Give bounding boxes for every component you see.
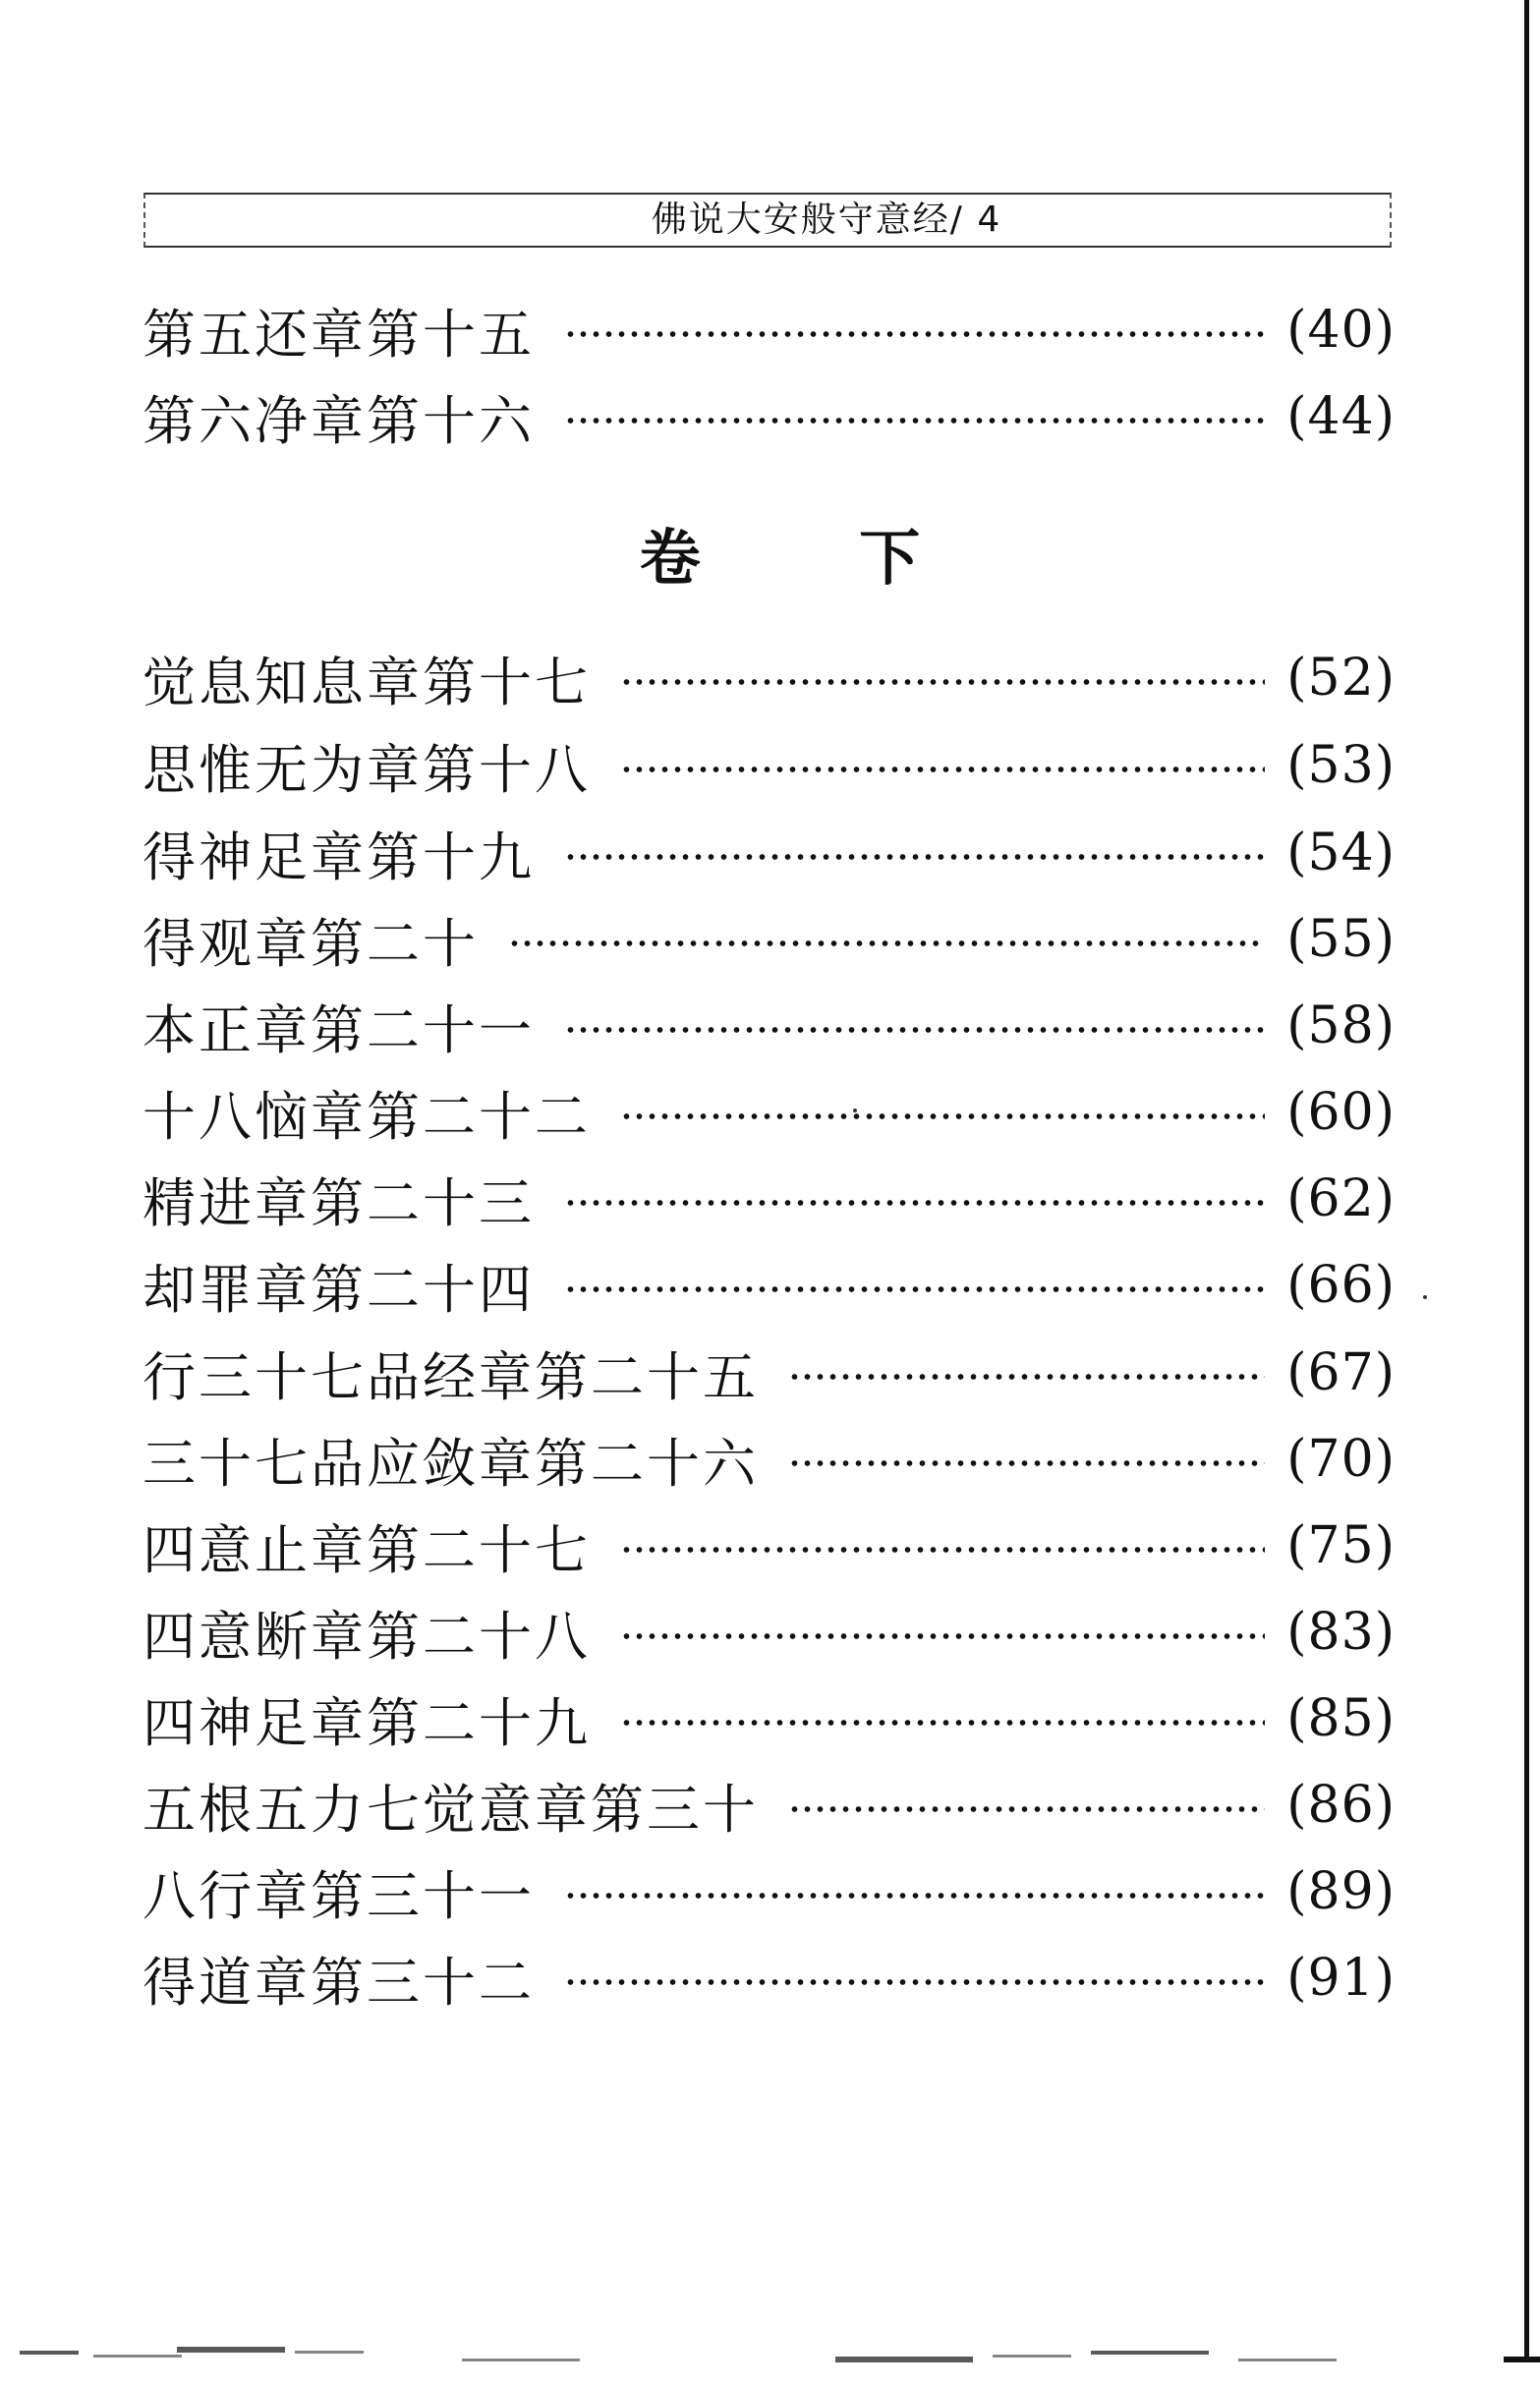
- toc-dot-leader: [564, 1026, 1265, 1034]
- scan-artifact: [462, 2359, 580, 2361]
- toc-entry[interactable]: [143, 904, 1396, 975]
- toc-entry-title: 第六净章第十六: [143, 389, 535, 452]
- toc-dot-leader: [620, 1719, 1265, 1727]
- running-header-title: 佛说大安般守意经/ 4: [651, 199, 1002, 240]
- scan-artifact: [20, 2351, 79, 2355]
- toc-dot-leader: [564, 1978, 1265, 1986]
- toc-entry-page: (91): [1286, 1949, 1396, 2008]
- toc-entry[interactable]: [143, 1077, 1396, 1148]
- toc-entry-title: 得道章第三十二: [143, 1951, 535, 2014]
- binding-edge-line: [1524, 0, 1529, 2359]
- toc-entry-page: (89): [1286, 1862, 1396, 1921]
- toc-dot-leader: [564, 1892, 1265, 1900]
- toc-entry[interactable]: [143, 1164, 1396, 1234]
- scan-artifact: [1091, 2351, 1209, 2355]
- toc-entry-page: (58): [1286, 996, 1396, 1055]
- toc-dot-leader: [788, 1459, 1265, 1467]
- scan-artifact: [993, 2355, 1071, 2358]
- toc-entry[interactable]: [143, 1337, 1396, 1408]
- toc-dot-leader: [788, 1373, 1265, 1381]
- toc-entry[interactable]: [143, 1250, 1396, 1321]
- toc-entry-page: (62): [1286, 1169, 1396, 1228]
- toc-dot-leader: [620, 1546, 1265, 1554]
- scan-speck: [853, 1109, 857, 1112]
- toc-entry-title: 四意止章第二十七: [143, 1518, 591, 1581]
- toc-dot-leader: [564, 1199, 1265, 1207]
- scan-artifact: [835, 2357, 973, 2362]
- scan-artifact: [1238, 2359, 1337, 2361]
- scan-artifact: [93, 2355, 182, 2358]
- toc-entry-title: 第五还章第十五: [143, 303, 535, 366]
- toc-entry[interactable]: [143, 991, 1396, 1061]
- toc-entry-title: 思惟无为章第十八: [143, 738, 591, 801]
- toc-entry-title: 本正章第二十一: [143, 998, 535, 1061]
- toc-entry[interactable]: [143, 1856, 1396, 1927]
- toc-entry-title: 得观章第二十: [143, 912, 479, 975]
- toc-entry-page: (44): [1286, 387, 1396, 446]
- toc-entry-page: (83): [1286, 1603, 1396, 1662]
- toc-entry-title: 四意断章第二十八: [143, 1605, 591, 1668]
- toc-dot-leader: [620, 678, 1265, 686]
- toc-entry-page: (60): [1286, 1083, 1396, 1142]
- toc-entry[interactable]: [143, 1943, 1396, 2014]
- toc-dot-leader: [564, 853, 1265, 861]
- toc-entry-title: 十八恼章第二十二: [143, 1085, 591, 1148]
- running-header: [143, 193, 1392, 248]
- toc-dot-leader: [620, 1112, 1265, 1120]
- scan-artifact: [295, 2351, 364, 2354]
- toc-dot-leader: [620, 766, 1265, 773]
- toc-dot-leader: [564, 417, 1265, 425]
- toc-entry-page: (85): [1286, 1689, 1396, 1748]
- toc-entry-title: 却罪章第二十四: [143, 1258, 535, 1321]
- toc-entry-page: (52): [1286, 649, 1396, 708]
- toc-entry-title: 精进章第二十三: [143, 1171, 535, 1234]
- toc-dot-leader: [564, 1285, 1265, 1293]
- toc-entry[interactable]: [143, 1683, 1396, 1754]
- toc-entry[interactable]: [143, 1597, 1396, 1668]
- toc-entry[interactable]: [143, 643, 1396, 713]
- toc-entry-page: (55): [1286, 910, 1396, 969]
- toc-entry-page: (75): [1286, 1516, 1396, 1575]
- section-heading: 卷 下: [639, 522, 990, 594]
- toc-entry-title: 觉息知息章第十七: [143, 651, 591, 713]
- toc-entry[interactable]: [143, 818, 1396, 888]
- toc-dot-leader: [564, 330, 1265, 338]
- toc-dot-leader: [788, 1805, 1265, 1813]
- toc-entry-page: (66): [1286, 1256, 1396, 1315]
- toc-entry[interactable]: [143, 1770, 1396, 1841]
- scan-speck: [1423, 1295, 1427, 1299]
- toc-entry-page: (67): [1286, 1343, 1396, 1402]
- toc-entry-page: (86): [1286, 1776, 1396, 1835]
- binding-edge-foot: [1504, 2357, 1540, 2362]
- toc-entry-page: (54): [1286, 824, 1396, 882]
- toc-dot-leader: [620, 1632, 1265, 1640]
- toc-entry-page: (40): [1286, 301, 1396, 360]
- toc-entry[interactable]: [143, 1510, 1396, 1581]
- scan-artifact: [177, 2347, 285, 2353]
- toc-entry[interactable]: [143, 730, 1396, 801]
- toc-entry-title: 得神足章第十九: [143, 825, 535, 888]
- toc-entry-title: 八行章第三十一: [143, 1864, 535, 1927]
- toc-entry-title: 行三十七品经章第二十五: [143, 1345, 759, 1408]
- toc-entry-title: 四神足章第二十九: [143, 1691, 591, 1754]
- toc-entry[interactable]: [143, 381, 1396, 452]
- toc-dot-leader: [508, 939, 1265, 947]
- toc-entry[interactable]: [143, 1424, 1396, 1495]
- toc-entry-page: (70): [1286, 1430, 1396, 1489]
- toc-entry[interactable]: [143, 295, 1396, 366]
- toc-entry-title: 三十七品应敛章第二十六: [143, 1432, 759, 1495]
- toc-entry-page: (53): [1286, 736, 1396, 795]
- toc-entry-title: 五根五力七觉意章第三十: [143, 1778, 759, 1841]
